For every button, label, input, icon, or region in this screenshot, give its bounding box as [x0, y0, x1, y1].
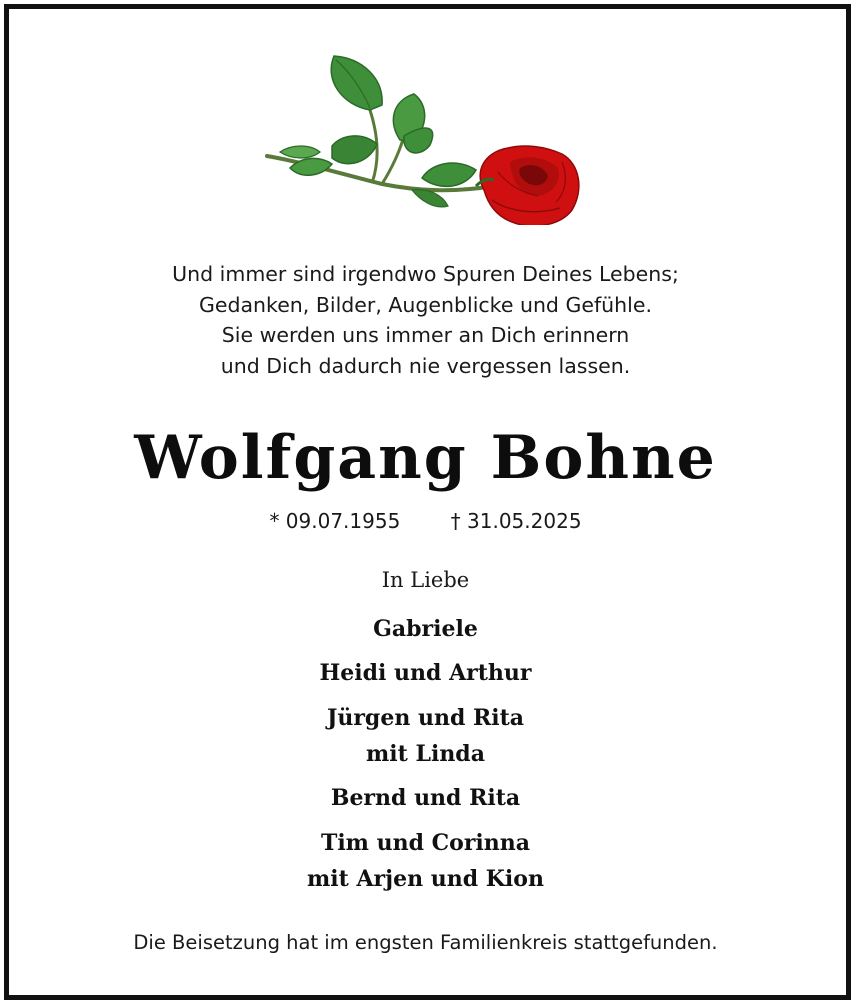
- birth-date: * 09.07.1955: [269, 509, 401, 533]
- mourner-name: Bernd und Rita: [330, 785, 521, 811]
- poem-line: Und immer sind irgendwo Spuren Deines Lebens;: [172, 262, 679, 286]
- mourner-name: Jürgen und Rita: [326, 705, 525, 731]
- mourners-intro: In Liebe: [381, 568, 470, 592]
- deceased-name: Wolfgang Bohne: [134, 423, 717, 493]
- death-date: † 31.05.2025: [450, 509, 582, 533]
- mourner-name: Tim und Corinna: [320, 830, 531, 856]
- mourner-name: mit Linda: [366, 741, 485, 767]
- poem-line: Sie werden uns immer an Dich erinnern: [221, 323, 630, 347]
- poem-line: Gedanken, Bilder, Augenblicke und Gefühle.: [198, 292, 652, 317]
- burial-notice: Die Beisetzung hat im engsten Familienkreis stattgefunden.: [133, 931, 718, 954]
- poem-line: und Dich dadurch nie vergessen lassen.: [220, 353, 631, 378]
- life-dates: [0, 506, 851, 536]
- mourner-name: Heidi und Arthur: [319, 660, 532, 686]
- red-rose-icon: [262, 50, 592, 225]
- mourner-name: Gabriele: [373, 616, 478, 642]
- memorial-poem: [0, 259, 851, 381]
- mourner-name: mit Arjen und Kion: [307, 866, 544, 892]
